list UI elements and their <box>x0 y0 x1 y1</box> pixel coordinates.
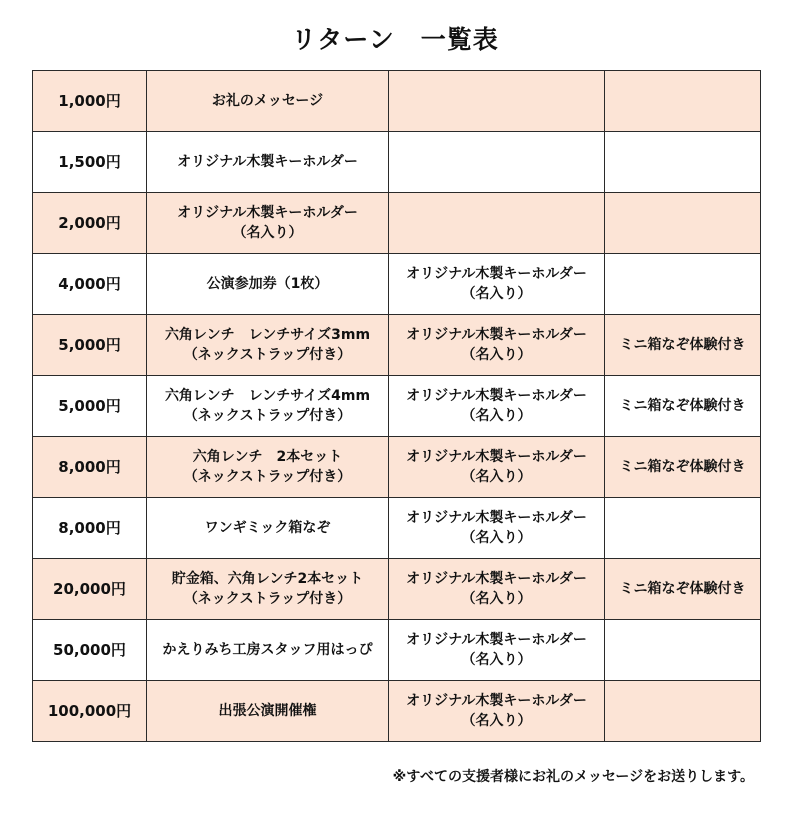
bonus-item-cell: オリジナル木製キーホルダー （名入り） <box>389 559 605 620</box>
bonus-item-cell: オリジナル木製キーホルダー （名入り） <box>389 620 605 681</box>
table-row <box>33 254 761 315</box>
experience-cell <box>605 254 761 315</box>
experience-cell <box>605 71 761 132</box>
experience-cell: ミニ箱なぞ体験付き <box>605 376 761 437</box>
reward-item-cell: 公演参加券（1枚） <box>147 254 389 315</box>
page-title: リターン 一覧表 <box>291 25 499 54</box>
footnote: ※すべての支援者様にお礼のメッセージをお送りします。 <box>392 769 754 785</box>
bonus-item-cell: オリジナル木製キーホルダー （名入り） <box>389 376 605 437</box>
experience-cell: ミニ箱なぞ体験付き <box>605 559 761 620</box>
reward-item-cell: 六角レンチ レンチサイズ4mm （ネックストラップ付き） <box>147 376 389 437</box>
price-cell: 4,000円 <box>33 254 147 315</box>
table-row <box>33 132 761 193</box>
table-row <box>33 71 761 132</box>
bonus-item-cell <box>389 193 605 254</box>
reward-item-cell: 六角レンチ レンチサイズ3mm （ネックストラップ付き） <box>147 315 389 376</box>
table-row <box>33 193 761 254</box>
experience-cell: ミニ箱なぞ体験付き <box>605 437 761 498</box>
price-cell: 100,000円 <box>33 681 147 742</box>
reward-item-cell: オリジナル木製キーホルダー <box>147 132 389 193</box>
reward-item-cell: 貯金箱、六角レンチ2本セット （ネックストラップ付き） <box>147 559 389 620</box>
table-row <box>33 376 761 437</box>
price-cell: 1,000円 <box>33 71 147 132</box>
reward-item-cell: お礼のメッセージ <box>147 71 389 132</box>
table-row <box>33 315 761 376</box>
table-row <box>33 559 761 620</box>
price-cell: 5,000円 <box>33 315 147 376</box>
price-cell: 5,000円 <box>33 376 147 437</box>
table-row <box>33 437 761 498</box>
bonus-item-cell: オリジナル木製キーホルダー （名入り） <box>389 315 605 376</box>
price-cell: 50,000円 <box>33 620 147 681</box>
bonus-item-cell: オリジナル木製キーホルダー （名入り） <box>389 437 605 498</box>
reward-item-cell: 六角レンチ 2本セット （ネックストラップ付き） <box>147 437 389 498</box>
table-row <box>33 620 761 681</box>
bonus-item-cell: オリジナル木製キーホルダー （名入り） <box>389 254 605 315</box>
reward-item-cell: 出張公演開催権 <box>147 681 389 742</box>
bonus-item-cell <box>389 132 605 193</box>
table-row <box>33 498 761 559</box>
experience-cell <box>605 193 761 254</box>
returns-table <box>32 70 761 742</box>
experience-cell <box>605 681 761 742</box>
price-cell: 2,000円 <box>33 193 147 254</box>
returns-table-body <box>33 71 761 742</box>
experience-cell <box>605 132 761 193</box>
experience-cell <box>605 620 761 681</box>
reward-item-cell: ワンギミック箱なぞ <box>147 498 389 559</box>
experience-cell: ミニ箱なぞ体験付き <box>605 315 761 376</box>
reward-item-cell: かえりみち工房スタッフ用はっぴ <box>147 620 389 681</box>
table-row <box>33 681 761 742</box>
experience-cell <box>605 498 761 559</box>
price-cell: 8,000円 <box>33 437 147 498</box>
price-cell: 8,000円 <box>33 498 147 559</box>
bonus-item-cell: オリジナル木製キーホルダー （名入り） <box>389 681 605 742</box>
bonus-item-cell: オリジナル木製キーホルダー （名入り） <box>389 498 605 559</box>
bonus-item-cell <box>389 71 605 132</box>
price-cell: 20,000円 <box>33 559 147 620</box>
price-cell: 1,500円 <box>33 132 147 193</box>
reward-item-cell: オリジナル木製キーホルダー （名入り） <box>147 193 389 254</box>
